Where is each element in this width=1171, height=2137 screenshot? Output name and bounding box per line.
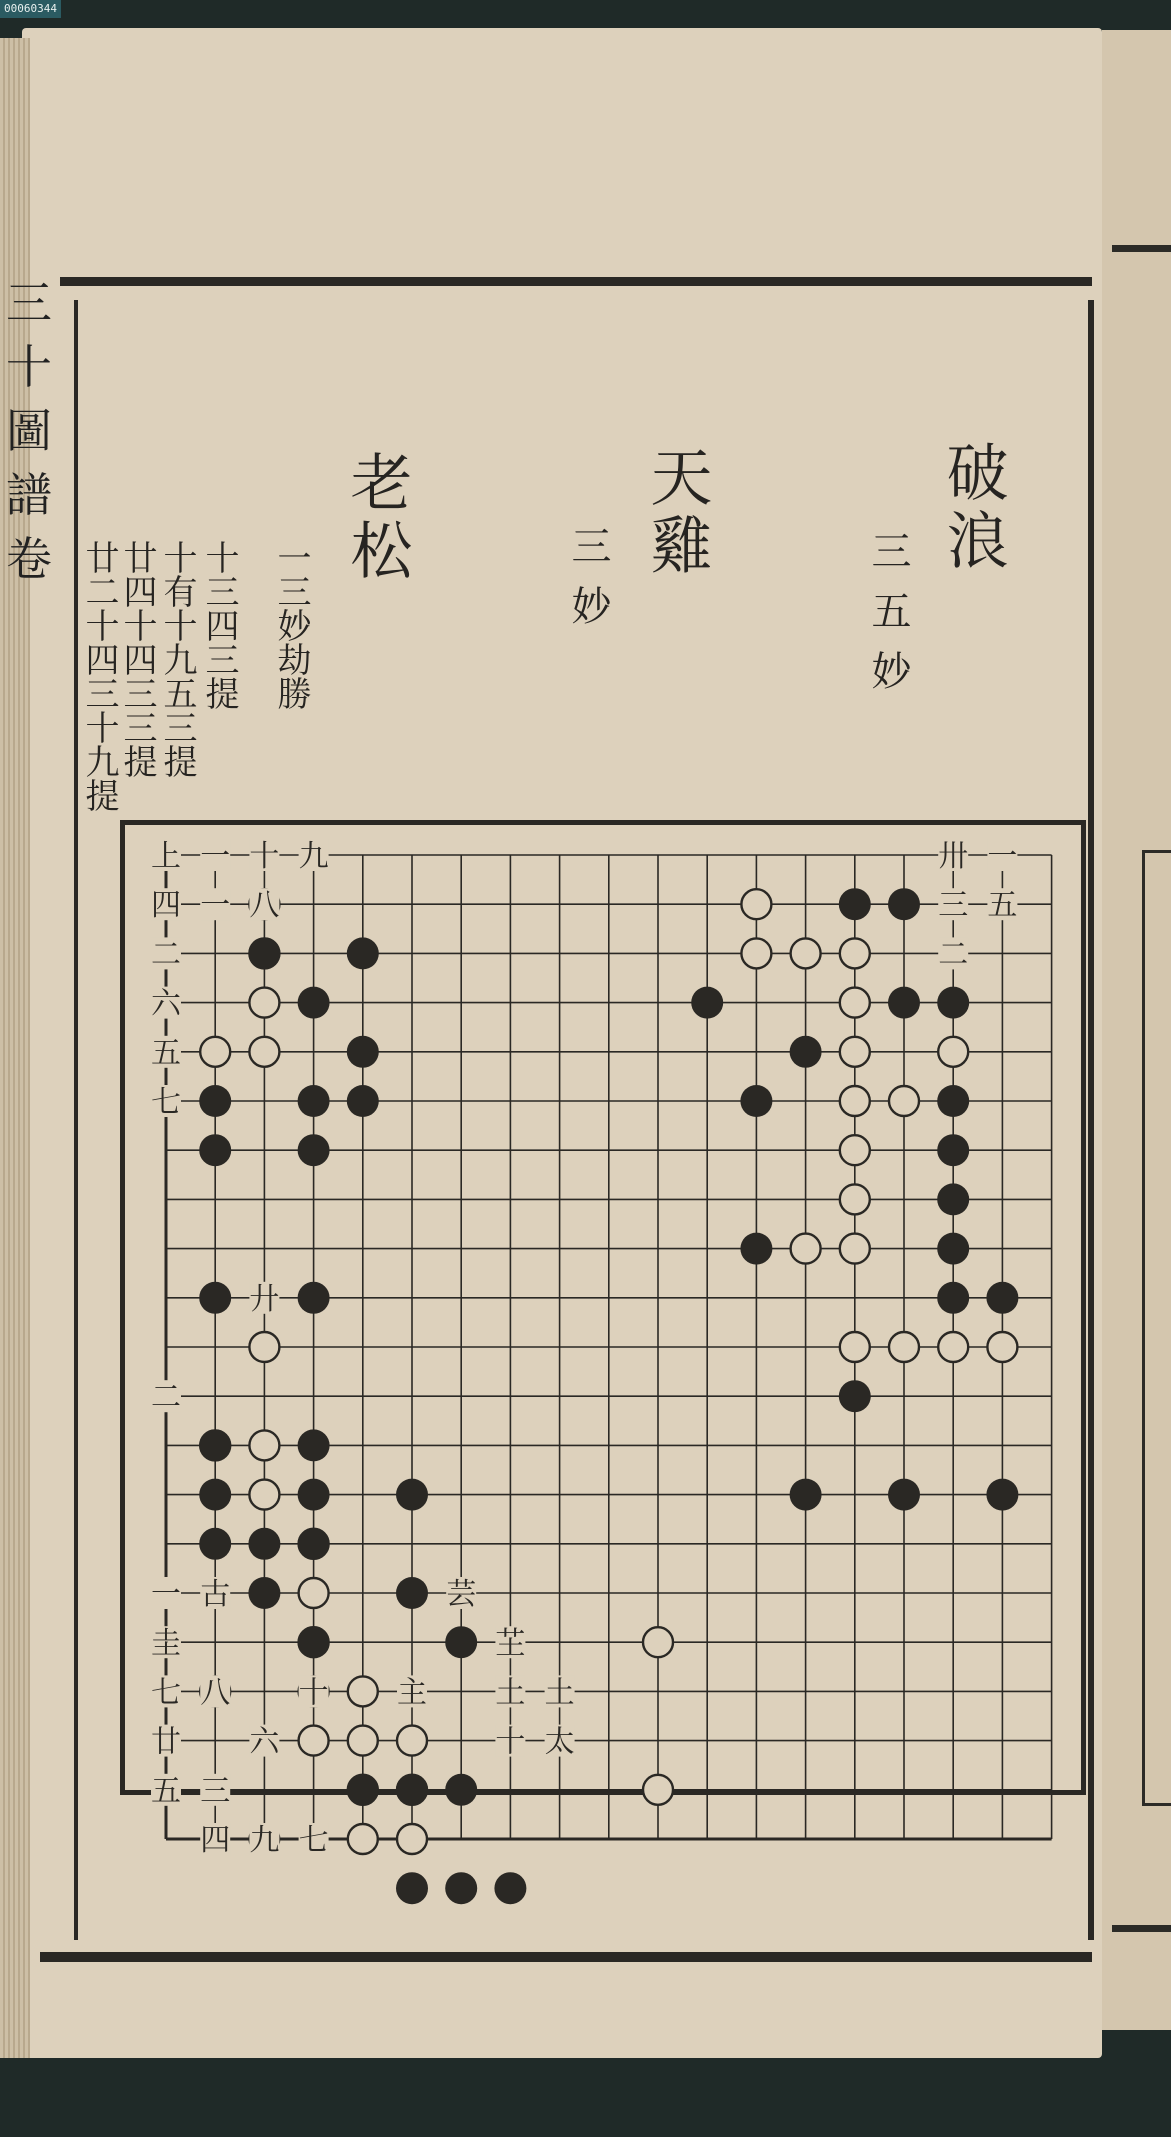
black-stone bbox=[347, 1036, 379, 1068]
black-stone bbox=[199, 1282, 231, 1314]
move-number-label: 三 bbox=[938, 888, 969, 924]
title-polang: 破浪 bbox=[936, 440, 1009, 576]
white-stone bbox=[249, 988, 279, 1018]
black-stone bbox=[199, 1479, 231, 1511]
black-stone bbox=[199, 1429, 231, 1461]
title-laosong: 老松 bbox=[340, 450, 413, 586]
white-stone bbox=[840, 1184, 870, 1214]
edge-char: 卷 bbox=[6, 532, 52, 586]
move-number-label: 三 bbox=[200, 1773, 231, 1809]
move-number-label: 一 bbox=[987, 839, 1018, 874]
black-stone bbox=[396, 1774, 428, 1806]
annotation-line: 廿四十四三三提 bbox=[117, 540, 157, 778]
black-stone bbox=[396, 1577, 428, 1609]
move-number-label: 太 bbox=[544, 1724, 575, 1760]
white-stone bbox=[938, 1037, 968, 1067]
white-stone bbox=[299, 1578, 329, 1608]
edge-char: 十 bbox=[6, 340, 52, 394]
black-stone bbox=[298, 1429, 330, 1461]
move-number-label: 九 bbox=[249, 1823, 280, 1858]
white-stone bbox=[840, 1086, 870, 1116]
white-stone bbox=[348, 1676, 378, 1706]
white-stone bbox=[791, 938, 821, 968]
white-stone bbox=[791, 1234, 821, 1264]
white-stone bbox=[840, 1037, 870, 1067]
move-number-label: 二 bbox=[151, 1380, 181, 1416]
edge-char: 圖 bbox=[6, 404, 52, 458]
white-stone bbox=[987, 1332, 1017, 1362]
move-number-label: 八 bbox=[249, 888, 280, 924]
edge-char: 譜 bbox=[6, 468, 52, 522]
white-stone bbox=[840, 938, 870, 968]
black-stone bbox=[937, 1134, 969, 1166]
black-stone bbox=[740, 1233, 772, 1265]
black-stone bbox=[199, 1528, 231, 1560]
black-stone bbox=[937, 1233, 969, 1265]
move-number-label: 一 bbox=[200, 839, 231, 874]
move-number-label: 七 bbox=[298, 1823, 329, 1858]
move-number-label: 六 bbox=[249, 1724, 280, 1760]
black-stone bbox=[298, 1528, 330, 1560]
white-stone bbox=[643, 1627, 673, 1657]
black-stone bbox=[888, 1479, 920, 1511]
black-stone bbox=[888, 888, 920, 920]
annotation-line: 廿二十四三十九提 bbox=[79, 540, 119, 812]
black-stone bbox=[298, 1626, 330, 1658]
move-number-label: 上 bbox=[151, 839, 181, 874]
move-number-label: 七 bbox=[151, 1675, 181, 1711]
black-stone bbox=[396, 1479, 428, 1511]
white-stone bbox=[249, 1332, 279, 1362]
move-number-label: 十 bbox=[298, 1675, 329, 1711]
move-number-label: 古 bbox=[200, 1577, 231, 1612]
move-number-label: 十 bbox=[249, 839, 280, 874]
move-number-label: 廾 bbox=[249, 1281, 280, 1317]
move-number-label: 二 bbox=[151, 937, 181, 973]
white-stone bbox=[840, 988, 870, 1018]
move-number-label: 芸 bbox=[446, 1577, 477, 1612]
note-tianji: 三妙 bbox=[565, 525, 611, 645]
black-stone bbox=[199, 1134, 231, 1166]
note-laosong: 一三妙劫勝 bbox=[271, 540, 311, 710]
move-number-label: 五 bbox=[151, 1773, 181, 1809]
annotation-line: 十有十九五三提 bbox=[157, 540, 197, 778]
move-number-label: 五 bbox=[987, 888, 1018, 924]
black-stone bbox=[298, 1479, 330, 1511]
black-stone bbox=[790, 1479, 822, 1511]
move-number-label: 四 bbox=[200, 1823, 231, 1858]
move-number-label: 主 bbox=[397, 1675, 427, 1711]
white-stone bbox=[840, 1135, 870, 1165]
move-number-label: 一 bbox=[151, 1577, 181, 1612]
move-number-label: 七 bbox=[151, 1085, 181, 1120]
black-stone bbox=[347, 937, 379, 969]
black-stone bbox=[986, 1282, 1018, 1314]
black-stone bbox=[839, 888, 871, 920]
black-stone bbox=[199, 1085, 231, 1117]
black-stone bbox=[396, 1872, 428, 1904]
white-stone bbox=[741, 889, 771, 919]
black-stone bbox=[937, 1183, 969, 1215]
white-stone bbox=[249, 1480, 279, 1510]
move-number-label: 五 bbox=[151, 1035, 181, 1071]
white-stone bbox=[643, 1775, 673, 1805]
white-stone bbox=[938, 1332, 968, 1362]
black-stone bbox=[986, 1479, 1018, 1511]
move-number-label: 八 bbox=[200, 1675, 231, 1711]
move-number-label: 一 bbox=[200, 888, 231, 924]
black-stone bbox=[298, 1085, 330, 1117]
white-stone bbox=[840, 1332, 870, 1362]
black-stone bbox=[347, 1774, 379, 1806]
move-number-label: 二 bbox=[938, 937, 969, 973]
black-stone bbox=[790, 1036, 822, 1068]
black-stone bbox=[740, 1085, 772, 1117]
black-stone bbox=[248, 1528, 280, 1560]
title-tianji: 天雞 bbox=[640, 445, 713, 581]
white-stone bbox=[348, 1726, 378, 1756]
move-number-label: 廿 bbox=[151, 1724, 181, 1760]
black-stone bbox=[691, 987, 723, 1019]
move-number-label: 圭 bbox=[151, 1626, 181, 1662]
black-stone bbox=[248, 937, 280, 969]
black-stone bbox=[248, 1577, 280, 1609]
white-stone bbox=[249, 1430, 279, 1460]
move-number-label: 六 bbox=[151, 986, 181, 1022]
white-stone bbox=[840, 1234, 870, 1264]
move-number-label: 芏 bbox=[495, 1626, 526, 1662]
black-stone bbox=[445, 1872, 477, 1904]
black-stone bbox=[494, 1872, 526, 1904]
black-stone bbox=[445, 1626, 477, 1658]
white-stone bbox=[397, 1824, 427, 1854]
black-stone bbox=[888, 987, 920, 1019]
white-stone bbox=[889, 1332, 919, 1362]
white-stone bbox=[889, 1086, 919, 1116]
black-stone bbox=[298, 1282, 330, 1314]
white-stone bbox=[249, 1037, 279, 1067]
move-number-label: 土 bbox=[544, 1675, 575, 1711]
black-stone bbox=[298, 987, 330, 1019]
black-stone bbox=[937, 987, 969, 1019]
black-stone bbox=[445, 1774, 477, 1806]
note-polang: 三五妙 bbox=[865, 530, 911, 710]
page-id-label: 00060344 bbox=[0, 0, 61, 18]
edge-char: 三 bbox=[6, 276, 52, 330]
white-stone bbox=[200, 1037, 230, 1067]
black-stone bbox=[839, 1380, 871, 1412]
white-stone bbox=[741, 938, 771, 968]
move-number-label: 卅 bbox=[938, 839, 969, 874]
move-number-label: 九 bbox=[298, 839, 329, 874]
black-stone bbox=[347, 1085, 379, 1117]
move-number-label: 土 bbox=[495, 1675, 526, 1711]
black-stone bbox=[937, 1282, 969, 1314]
move-number-label: 十 bbox=[495, 1724, 526, 1760]
white-stone bbox=[299, 1726, 329, 1756]
move-number-label: 四 bbox=[151, 888, 181, 924]
white-stone bbox=[348, 1824, 378, 1854]
white-stone bbox=[397, 1726, 427, 1756]
black-stone bbox=[298, 1134, 330, 1166]
black-stone bbox=[937, 1085, 969, 1117]
annotation-line: 十三四三提 bbox=[199, 540, 239, 710]
